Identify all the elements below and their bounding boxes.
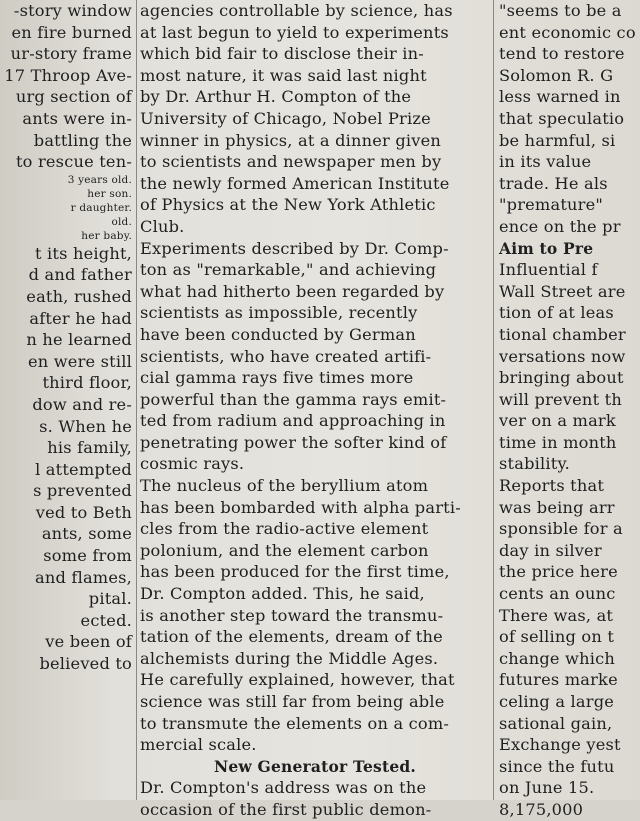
text-line: There was, at	[499, 605, 614, 625]
text-line: ved to Beth	[35, 502, 132, 522]
text-line: s. When he	[39, 416, 132, 436]
text-line: stability.	[499, 454, 571, 474]
text-line: ence on the pr	[499, 216, 621, 236]
left-column	[0, 0, 134, 800]
text-line: be harmful, si	[499, 130, 616, 150]
text-line: occasion of the first public demon-	[140, 799, 432, 819]
text-line: ton as "remarkable," and achieving	[140, 260, 437, 280]
text-line: t its height,	[34, 243, 132, 263]
text-line: tional chamber	[499, 324, 626, 344]
text-line: ur-story frame	[10, 44, 132, 64]
section-heading: Aim to Pre	[499, 238, 594, 258]
text-line: some from	[43, 546, 132, 566]
text-line: celing a large	[499, 692, 615, 711]
text-line: time in month	[499, 432, 617, 452]
text-line: n he learned	[26, 330, 132, 350]
text-line: l attempted	[35, 459, 132, 479]
text-line: ver on a mark	[499, 411, 616, 431]
text-line: versations now	[499, 346, 626, 366]
text-line: old.	[111, 215, 132, 228]
text-line: cosmic rays.	[140, 454, 245, 474]
text-line: her baby.	[81, 229, 132, 242]
text-line: 3 years old.	[67, 173, 132, 186]
text-line: have been conducted by German	[140, 324, 416, 344]
right-column	[497, 0, 640, 819]
section-heading: New Generator Tested.	[213, 756, 417, 776]
text-line: battling the	[33, 130, 132, 150]
text-line: alchemists during the Middle Ages.	[140, 648, 439, 668]
text-line: bringing about	[499, 368, 624, 388]
text-line: that speculatio	[499, 108, 625, 128]
text-line: sational gain,	[499, 713, 613, 733]
text-line: d and father	[28, 265, 132, 285]
text-line: what had hitherto been regarded by	[140, 281, 445, 301]
text-line: tend to restore	[499, 44, 625, 64]
text-line: her son.	[87, 187, 132, 200]
text-line: Solomon R. G	[499, 65, 614, 85]
text-line: less warned in	[499, 87, 621, 107]
text-line: polonium, and the element carbon	[140, 540, 429, 560]
text-line: ants, some	[41, 524, 132, 544]
text-line: eath, rushed	[26, 286, 132, 306]
text-line: penetrating power the softer kind of	[140, 432, 447, 452]
text-line: in its value	[499, 152, 592, 172]
text-line: on June 15.	[499, 778, 595, 798]
middle-column-article	[140, 0, 490, 819]
text-line: tion of at leas	[499, 303, 614, 323]
text-line: ve been of	[45, 632, 132, 652]
text-line: the newly formed American Institute	[140, 173, 450, 193]
text-line: cents an ounc	[499, 584, 616, 604]
text-line: cles from the radio-active element	[140, 519, 429, 539]
text-line: r daughter.	[70, 201, 132, 214]
column-rule-right	[493, 0, 494, 800]
text-line: the price here	[499, 562, 618, 582]
text-line: en were still	[28, 351, 132, 371]
text-line: of selling on t	[499, 627, 615, 647]
text-line: Wall Street are	[499, 281, 626, 301]
text-line: ected.	[80, 610, 132, 630]
text-line: 8,175,000	[499, 799, 584, 819]
text-line: The nucleus of the beryllium atom	[140, 476, 429, 496]
text-line: dow and re-	[32, 394, 132, 414]
text-line: Club.	[140, 216, 185, 236]
text-line: cial gamma rays five times more	[140, 368, 414, 388]
text-line: ted from radium and approaching in	[140, 411, 446, 431]
text-line: at last begun to yield to experiments	[140, 22, 449, 42]
text-line: scientists as impossible, recently	[140, 303, 418, 323]
text-line: University of Chicago, Nobel Prize	[140, 108, 431, 128]
text-line: since the futu	[499, 756, 615, 776]
text-line: futures marke	[499, 670, 618, 690]
text-line: was being arr	[499, 497, 615, 517]
text-line: to rescue ten-	[15, 152, 132, 172]
text-line: ants were in-	[22, 108, 132, 128]
text-line: "premature"	[499, 195, 604, 215]
text-line: believed to	[39, 654, 132, 674]
text-line: trade. He als	[499, 173, 608, 193]
column-rule-left	[136, 0, 137, 800]
text-line: Experiments described by Dr. Comp-	[140, 238, 449, 258]
text-line: s prevented	[33, 481, 132, 501]
text-line: third floor,	[42, 373, 132, 393]
text-line: Influential f	[499, 260, 598, 280]
text-line: 17 Throop Ave-	[4, 65, 132, 85]
text-line: "seems to be a	[499, 1, 622, 20]
text-line: has been produced for the first time,	[140, 562, 450, 582]
text-line: which bid fair to disclose their in-	[140, 44, 424, 64]
text-line: is another step toward the transmu-	[140, 605, 444, 625]
text-line: Reports that	[499, 476, 605, 496]
text-line: -story window	[13, 1, 132, 20]
text-line: winner in physics, at a dinner given	[140, 130, 442, 150]
text-line: day in silver	[499, 540, 602, 560]
text-line: He carefully explained, however, that	[140, 670, 455, 690]
text-line: to scientists and newspaper men by	[140, 152, 442, 172]
text-line: agencies controllable by science, has	[140, 1, 453, 20]
text-line: will prevent th	[499, 389, 622, 409]
text-line: to transmute the elements on a com-	[140, 713, 450, 733]
text-line: after he had	[29, 308, 132, 328]
text-line: his family,	[47, 438, 132, 458]
text-line: Dr. Compton's address was on the	[140, 778, 427, 798]
text-line: Exchange yest	[499, 735, 621, 755]
text-line: and flames,	[35, 567, 132, 587]
text-line: sponsible for a	[499, 519, 623, 539]
text-line: by Dr. Arthur H. Compton of the	[140, 87, 412, 107]
text-line: of Physics at the New York Athletic	[140, 195, 436, 215]
text-line: Dr. Compton added. This, he said,	[140, 584, 425, 604]
text-line: ent economic co	[499, 22, 636, 42]
text-line: most nature, it was said last night	[140, 65, 427, 85]
text-line: mercial scale.	[140, 735, 257, 755]
text-line: change which	[499, 648, 616, 668]
text-line: en fire burned	[11, 22, 132, 42]
text-line: urg section of	[15, 87, 132, 107]
text-line: has been bombarded with alpha parti-	[140, 497, 461, 517]
text-line: science was still far from being able	[140, 692, 445, 711]
text-line: powerful than the gamma rays emit-	[140, 389, 447, 409]
text-line: tation of the elements, dream of the	[140, 627, 443, 647]
text-line: scientists, who have created artifi-	[140, 346, 432, 366]
text-line: pital.	[88, 589, 132, 609]
